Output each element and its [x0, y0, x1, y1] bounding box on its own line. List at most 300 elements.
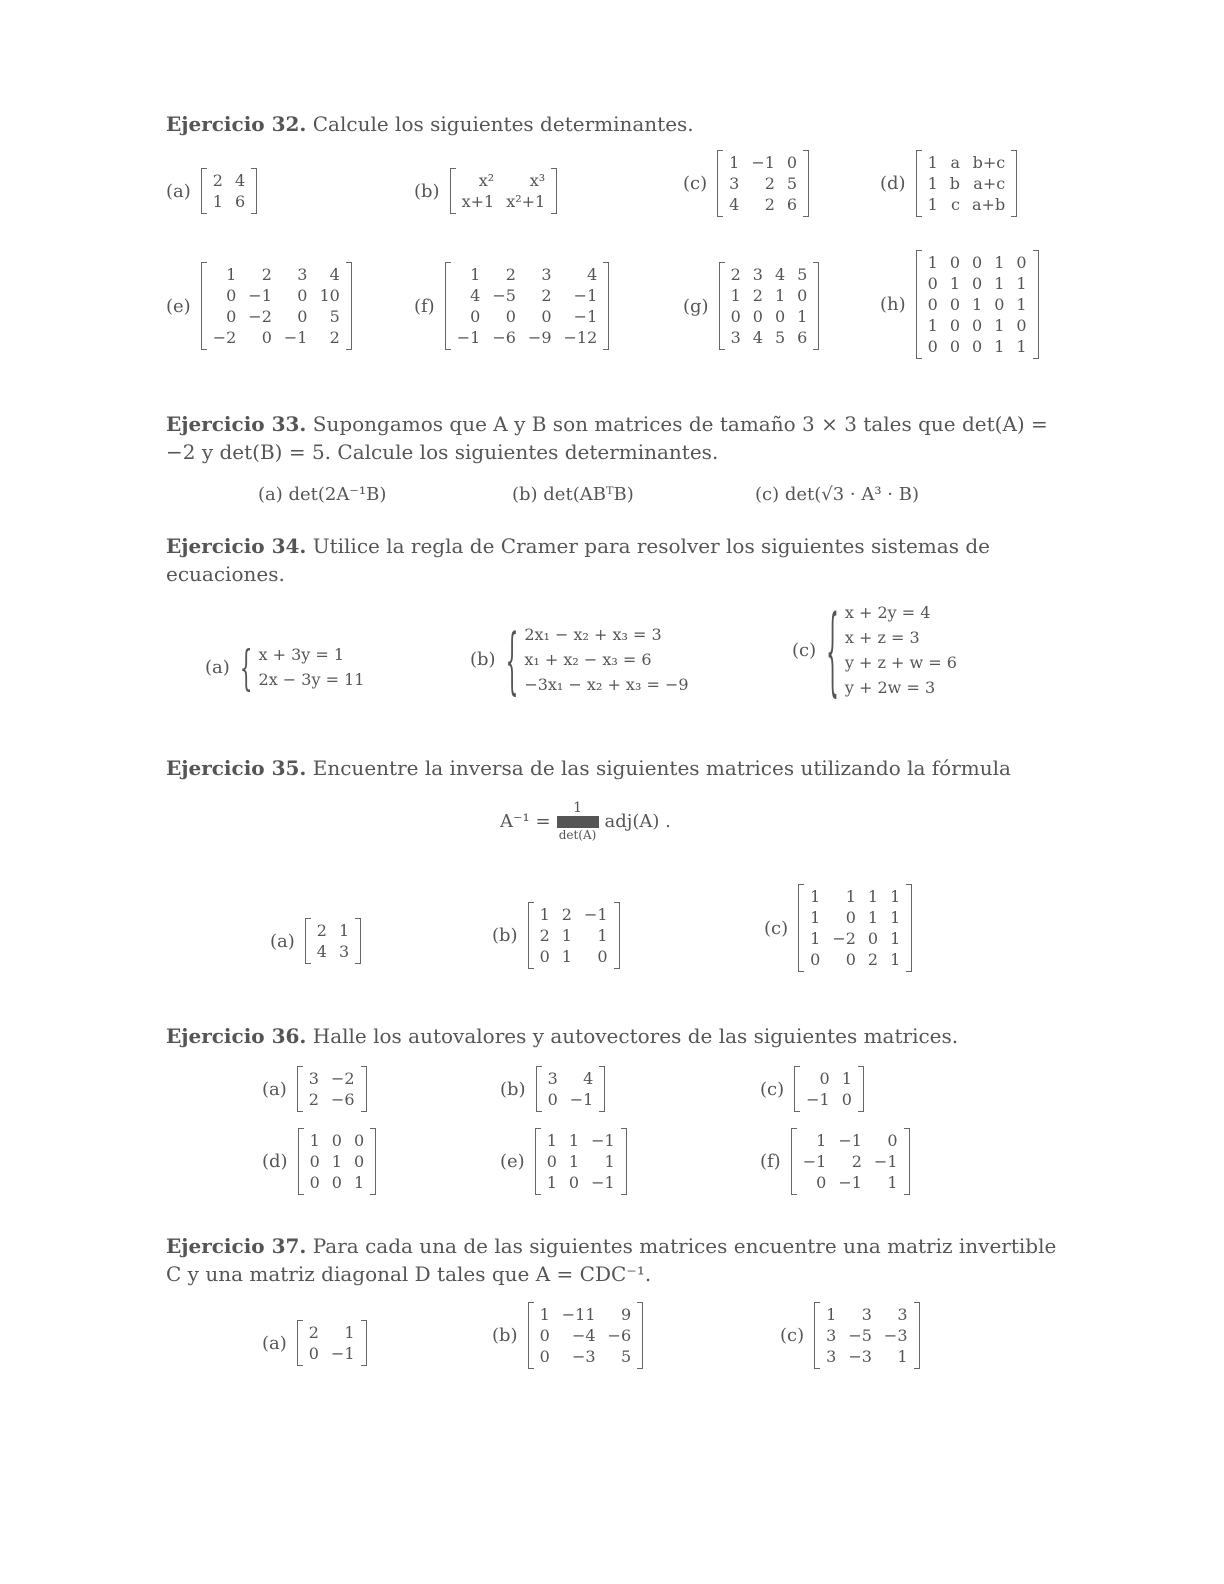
matrix-entry: 4	[729, 195, 740, 214]
matrix-entry: 0	[331, 1173, 342, 1192]
exercise-34-system-b	[470, 616, 689, 703]
item-label: (b)	[500, 1078, 526, 1100]
matrix-entry: −4	[571, 1326, 596, 1345]
matrix-right-bracket	[914, 1302, 920, 1369]
exercise-33-text: Supongamos que A y B son matrices de tamaño 3 × 3 tales que det(A) = −2 y det(B) = 5. Calcule los siguientes determinantes.	[166, 412, 1048, 464]
matrix-entry: 0	[972, 316, 983, 335]
exercise-37-heading	[166, 1232, 1066, 1288]
matrix-entry: 0	[845, 950, 856, 969]
matrix-entry: 4	[774, 265, 786, 284]
matrix	[791, 1128, 910, 1195]
matrix-entry: 1	[353, 1173, 365, 1192]
matrix-entry: 1	[774, 286, 786, 305]
matrix-entry: 0	[949, 253, 961, 272]
matrix-item	[780, 1302, 920, 1369]
matrix-entry: −1	[573, 286, 598, 305]
item-label: (a)	[262, 1332, 287, 1354]
matrix-entry: 4	[587, 265, 598, 284]
matrix-entry: 2	[212, 171, 223, 190]
matrix-entry: 1	[597, 926, 608, 945]
matrix-entry: −2	[248, 307, 272, 326]
matrix	[528, 902, 620, 969]
item-label: (c)	[764, 917, 789, 939]
matrix-entry: 0	[353, 1131, 365, 1150]
matrix-entry: 3	[826, 1326, 837, 1345]
matrix-entry: −1	[802, 1152, 827, 1171]
matrix	[916, 150, 1018, 217]
matrix-entry: 9	[620, 1305, 632, 1324]
matrix-right-bracket	[803, 150, 809, 217]
exercise-33-item-a: (a) det(2A⁻¹B)	[258, 484, 387, 505]
matrix-entry: −1	[330, 1344, 355, 1363]
exercise-34-system-c	[792, 592, 957, 708]
matrix-entry: a+b	[972, 195, 1006, 214]
matrix-entry: 1	[309, 1131, 320, 1150]
matrix-entry: b	[949, 174, 961, 193]
matrix-entry: 1	[845, 887, 856, 906]
matrix-entry: 2	[261, 265, 272, 284]
item-label: (d)	[880, 173, 906, 194]
equation: 2x₁ − x₂ + x₃ = 3	[524, 625, 662, 644]
matrix-entry: 0	[470, 307, 481, 326]
matrix-right-bracket	[906, 884, 912, 972]
matrix-right-bracket	[904, 1128, 910, 1195]
matrix-item	[683, 150, 809, 217]
matrix-entry: 0	[539, 1326, 550, 1345]
matrix-entry: 2	[752, 286, 763, 305]
matrix-entry: 0	[539, 947, 550, 966]
item-label: (c)	[683, 173, 708, 194]
matrix-entry: −6	[330, 1090, 355, 1109]
item-label: (a)	[205, 656, 230, 678]
matrix-entry: 0	[887, 1131, 898, 1150]
exercise-33-heading	[166, 410, 1066, 466]
exercise-34-system-a	[205, 638, 365, 696]
matrix-entry: 1	[561, 947, 572, 966]
matrix-item	[262, 1128, 376, 1195]
matrix-entry: 5	[774, 328, 786, 347]
inverse-formula	[500, 800, 671, 842]
matrix-entry: 0	[816, 1173, 827, 1192]
matrix-entry: 0	[949, 337, 961, 356]
matrix-item	[270, 918, 361, 964]
matrix-entry: 1	[927, 195, 938, 214]
matrix-entry: 1	[890, 887, 901, 906]
matrix-entry: 1	[867, 908, 879, 927]
matrix-entry: x²	[478, 171, 495, 190]
matrix-entry: −1	[591, 1131, 615, 1150]
matrix-entry: 1	[344, 1323, 355, 1342]
matrix-entry: −9	[527, 328, 552, 347]
matrix-right-bracket	[637, 1302, 643, 1369]
left-brace: {	[505, 616, 519, 703]
matrix-entry: 2	[764, 195, 775, 214]
matrix-entry: 1	[927, 153, 938, 172]
matrix-entry: 0	[308, 1344, 319, 1363]
matrix-entry: −1	[591, 1173, 615, 1192]
matrix-entry: −1	[573, 307, 598, 326]
matrix-entry: 1	[867, 887, 879, 906]
matrix-right-bracket	[361, 1320, 367, 1366]
matrix-entry: −6	[607, 1326, 632, 1345]
exercise-36-text: Halle los autovalores y autovectores de las siguientes matrices.	[312, 1024, 959, 1048]
matrix-entry: 2	[867, 950, 879, 969]
matrix-item	[880, 150, 1017, 217]
matrix-entry: 6	[786, 195, 798, 214]
matrix-item	[166, 168, 257, 214]
matrix-entry: −2	[832, 929, 856, 948]
exercise-35-text: Encuentre la inversa de las siguientes matrices utilizando la fórmula	[312, 756, 1011, 780]
matrix-entry: 0	[309, 1152, 320, 1171]
matrix-entry: 3	[826, 1347, 837, 1366]
matrix-entry: −1	[569, 1090, 594, 1109]
matrix-entry: −1	[873, 1152, 898, 1171]
exercise-34-title: Ejercicio 34.	[166, 534, 307, 558]
matrix-entry: −1	[838, 1131, 862, 1150]
matrix-item	[262, 1066, 367, 1112]
matrix-entry: −1	[838, 1173, 862, 1192]
formula-fraction	[557, 800, 599, 842]
matrix-entry: 1	[810, 908, 821, 927]
item-label: (d)	[262, 1151, 288, 1172]
matrix-entry: 0	[845, 908, 856, 927]
exercise-34-text: Utilice la regla de Cramer para resolver los siguientes sistemas de ecuaciones.	[166, 534, 990, 586]
matrix-entry: c	[951, 195, 961, 214]
matrix-entry: 0	[539, 1347, 550, 1366]
exercise-35-title: Ejercicio 35.	[166, 756, 307, 780]
matrix-entry: 2	[308, 1090, 319, 1109]
matrix-entry: 4	[234, 171, 246, 190]
matrix-entry: −3	[571, 1347, 596, 1366]
item-label: (f)	[414, 295, 435, 317]
matrix-entry: 1	[994, 253, 1005, 272]
matrix	[297, 1320, 367, 1366]
matrix-entry: 2	[541, 286, 552, 305]
matrix-entry: 3	[861, 1305, 872, 1324]
matrix-entry: 2	[329, 328, 340, 347]
matrix-right-bracket	[813, 262, 819, 350]
matrix-entry: 1	[1016, 337, 1027, 356]
matrix-entry: x³	[529, 171, 546, 190]
matrix-entry: −11	[561, 1305, 596, 1324]
matrix-item	[414, 262, 609, 350]
matrix-entry: 3	[541, 265, 552, 284]
matrix-entry: 6	[797, 328, 808, 347]
matrix-item	[414, 168, 557, 214]
matrix-entry: 0	[309, 1173, 320, 1192]
matrix-entry: 0	[972, 337, 983, 356]
matrix-entry: 1	[810, 887, 821, 906]
matrix-entry: 1	[797, 307, 808, 326]
matrix-entry: 1	[972, 295, 983, 314]
matrix-entry: 1	[927, 316, 938, 335]
matrix	[536, 1066, 606, 1112]
matrix-entry: −1	[751, 153, 775, 172]
matrix-right-bracket	[599, 1066, 605, 1112]
matrix-entry: 3	[897, 1305, 908, 1324]
matrix-entry: −2	[212, 328, 237, 347]
matrix-entry: 1	[890, 929, 901, 948]
matrix-entry: 1	[568, 1131, 580, 1150]
equation: x + 3y = 1	[258, 645, 345, 664]
matrix-entry: 1	[331, 1152, 342, 1171]
exercise-33-title: Ejercicio 33.	[166, 412, 307, 436]
matrix-entry: 2	[730, 265, 741, 284]
matrix-item	[880, 250, 1039, 359]
matrix-entry: 1	[816, 1131, 827, 1150]
matrix-entry: 2	[764, 174, 775, 193]
matrix-entry: 1	[826, 1305, 837, 1324]
exercise-32-text: Calcule los siguientes determinantes.	[312, 112, 694, 136]
matrix	[297, 1066, 367, 1112]
matrix-entry: 0	[226, 286, 237, 305]
matrix-right-bracket	[614, 902, 620, 969]
formula-redaction-bar	[557, 816, 599, 828]
matrix-entry: 0	[226, 307, 237, 326]
matrix-entry: 1	[949, 274, 961, 293]
matrix-entry: 3	[297, 265, 308, 284]
formula-right: adj(A) .	[604, 810, 671, 832]
matrix-entry: 0	[949, 316, 961, 335]
exercise-32-heading	[166, 110, 1066, 138]
matrix-entry: −3	[883, 1326, 908, 1345]
matrix-entry: 0	[547, 1090, 558, 1109]
matrix-entry: 0	[786, 153, 798, 172]
matrix-entry: 0	[297, 286, 308, 305]
matrix	[305, 918, 361, 964]
matrix-entry: 2	[851, 1152, 862, 1171]
matrix-entry: 1	[730, 286, 741, 305]
matrix-entry: x+1	[461, 192, 495, 211]
matrix-entry: 1	[226, 265, 237, 284]
matrix-entry: 3	[729, 174, 740, 193]
matrix-entry: 0	[819, 1069, 830, 1088]
matrix-entry: 0	[972, 253, 983, 272]
matrix-entry: 1	[890, 950, 901, 969]
item-label: (c)	[792, 639, 817, 661]
formula-left: A⁻¹ =	[500, 810, 551, 832]
item-label: (e)	[500, 1151, 525, 1172]
matrix-entry: 5	[797, 265, 808, 284]
matrix-item	[492, 902, 620, 969]
matrix-entry: 1	[338, 921, 350, 940]
matrix-entry: −1	[583, 905, 608, 924]
matrix-entry: −1	[806, 1090, 830, 1109]
matrix-right-bracket	[603, 262, 609, 350]
matrix	[528, 1302, 644, 1369]
matrix-right-bracket	[251, 168, 257, 214]
matrix-entry: 1	[539, 905, 550, 924]
matrix-entry: 4	[752, 328, 763, 347]
matrix-entry: −5	[848, 1326, 872, 1345]
matrix-entry: 1	[890, 908, 901, 927]
exercise-37-title: Ejercicio 37.	[166, 1234, 307, 1258]
matrix-entry: −5	[492, 286, 516, 305]
exercise-33-item-c: (c) det(√3 · A³ · B)	[755, 484, 919, 505]
matrix	[719, 262, 820, 350]
matrix-entry: 1	[546, 1173, 557, 1192]
matrix-entry: 1	[887, 1173, 898, 1192]
matrix-entry: 2	[539, 926, 550, 945]
matrix-entry: 1	[994, 337, 1005, 356]
matrix-entry: 0	[994, 295, 1005, 314]
matrix	[535, 1128, 627, 1195]
matrix-entry: x²+1	[506, 192, 546, 211]
item-label: (c)	[760, 1078, 785, 1100]
item-label: (c)	[780, 1325, 805, 1346]
matrix-entry: 0	[841, 1090, 852, 1109]
matrix-entry: −3	[848, 1347, 872, 1366]
matrix-entry: 0	[774, 307, 786, 326]
matrix-entry: 5	[329, 307, 340, 326]
matrix-item	[492, 1302, 643, 1369]
formula-denominator: det(A)	[558, 828, 597, 842]
matrix-entry: 0	[546, 1152, 557, 1171]
matrix-right-bracket	[621, 1128, 627, 1195]
matrix-entry: 0	[261, 328, 272, 347]
matrix-item	[500, 1066, 605, 1112]
item-label: (b)	[492, 925, 518, 946]
item-label: (e)	[166, 295, 191, 317]
matrix-entry: 1	[841, 1069, 852, 1088]
matrix-entry: −6	[492, 328, 516, 347]
matrix	[201, 262, 352, 350]
matrix-entry: 3	[308, 1069, 319, 1088]
matrix-entry: 0	[949, 295, 961, 314]
matrix	[798, 884, 912, 972]
exercise-36-title: Ejercicio 36.	[166, 1024, 307, 1048]
matrix-item	[683, 262, 819, 350]
matrix-entry: 0	[797, 286, 808, 305]
matrix-entry: 1	[470, 265, 481, 284]
matrix-entry: 0	[505, 307, 516, 326]
exercise-33-item-b: (b) det(ABᵀB)	[512, 484, 634, 505]
matrix	[794, 1066, 864, 1112]
matrix-entry: 0	[331, 1131, 342, 1150]
matrix-right-bracket	[346, 262, 352, 350]
matrix-right-bracket	[551, 168, 557, 214]
matrix-entry: 0	[541, 307, 552, 326]
matrix-right-bracket	[1033, 250, 1039, 359]
matrix-entry: 0	[597, 947, 608, 966]
item-label: (a)	[166, 180, 191, 202]
matrix-entry: −1	[248, 286, 272, 305]
matrix-entry: 0	[972, 274, 983, 293]
matrix-item	[262, 1320, 367, 1366]
matrix-entry: 1	[897, 1347, 908, 1366]
matrix-entry: 5	[620, 1347, 632, 1366]
item-label: (g)	[683, 295, 709, 317]
matrix-entry: 4	[583, 1069, 594, 1088]
item-label: (b)	[470, 649, 496, 670]
matrix-entry: b+c	[972, 153, 1006, 172]
matrix-entry: 3	[730, 328, 741, 347]
equation: −3x₁ − x₂ + x₃ = −9	[524, 675, 689, 694]
matrix-entry: −12	[563, 328, 598, 347]
matrix-entry: −1	[456, 328, 481, 347]
exercise-37-text: Para cada una de las siguientes matrices encuentre una matriz invertible C y una matriz diagonal D tales que A = CDC⁻¹.	[166, 1234, 1057, 1286]
matrix-entry: 0	[1016, 253, 1027, 272]
equation: x + z = 3	[844, 628, 920, 647]
matrix-entry: 1	[927, 174, 938, 193]
formula-numerator: 1	[573, 800, 582, 816]
left-brace: {	[826, 592, 839, 708]
matrix-entry: 1	[568, 1152, 580, 1171]
equation: 2x − 3y = 11	[258, 670, 365, 689]
matrix-right-bracket	[858, 1066, 864, 1112]
matrix-entry: 3	[547, 1069, 558, 1088]
matrix-entry: −2	[330, 1069, 355, 1088]
matrix	[814, 1302, 919, 1369]
exercise-32-title: Ejercicio 32.	[166, 112, 307, 136]
matrix	[445, 262, 610, 350]
matrix-entry: 4	[316, 942, 327, 961]
equation: y + z + w = 6	[844, 653, 957, 672]
item-label: (b)	[492, 1325, 518, 1346]
matrix-entry: 0	[927, 337, 938, 356]
matrix-entry: 5	[786, 174, 798, 193]
matrix	[450, 168, 558, 214]
matrix-entry: 0	[867, 929, 879, 948]
matrix	[717, 150, 809, 217]
matrix-item	[166, 262, 352, 350]
matrix-item	[764, 884, 912, 972]
equation: x + 2y = 4	[844, 603, 931, 622]
item-label: (h)	[880, 294, 906, 315]
matrix-entry: 10	[319, 286, 340, 305]
matrix-entry: 3	[338, 942, 350, 961]
item-label: (f)	[760, 1151, 781, 1172]
matrix-entry: a+c	[973, 174, 1006, 193]
matrix-entry: 0	[568, 1173, 580, 1192]
matrix-entry: 0	[1016, 316, 1027, 335]
exercise-34-heading	[166, 532, 1066, 588]
matrix-entry: 1	[539, 1305, 550, 1324]
matrix-entry: 3	[752, 265, 763, 284]
matrix-entry: 1	[1016, 295, 1027, 314]
matrix-right-bracket	[355, 918, 361, 964]
matrix-entry: 0	[810, 950, 821, 969]
item-label: (a)	[262, 1078, 287, 1100]
exercise-36-heading	[166, 1022, 1066, 1050]
matrix-entry: 1	[994, 274, 1005, 293]
matrix-entry: 1	[810, 929, 821, 948]
matrix-entry: −1	[283, 328, 308, 347]
matrix-entry: 6	[234, 192, 246, 211]
matrix-right-bracket	[1011, 150, 1017, 217]
matrix-entry: 0	[730, 307, 741, 326]
matrix-item	[760, 1128, 910, 1195]
matrix-entry: 2	[561, 905, 572, 924]
item-label: (a)	[270, 930, 295, 952]
matrix-entry: 1	[561, 926, 572, 945]
equation: x₁ + x₂ − x₃ = 6	[524, 650, 652, 669]
matrix-entry: 0	[927, 295, 938, 314]
matrix-entry: 1	[546, 1131, 557, 1150]
matrix-entry: 4	[329, 265, 340, 284]
matrix-entry: 1	[1016, 274, 1027, 293]
matrix-entry: 0	[297, 307, 308, 326]
matrix-entry: a	[950, 153, 961, 172]
matrix-item	[500, 1128, 627, 1195]
left-brace: {	[239, 638, 253, 696]
matrix	[916, 250, 1039, 359]
matrix-entry: 1	[729, 153, 740, 172]
matrix-right-bracket	[361, 1066, 367, 1112]
matrix-right-bracket	[370, 1128, 376, 1195]
matrix-entry: 0	[927, 274, 938, 293]
matrix-entry: 4	[470, 286, 481, 305]
